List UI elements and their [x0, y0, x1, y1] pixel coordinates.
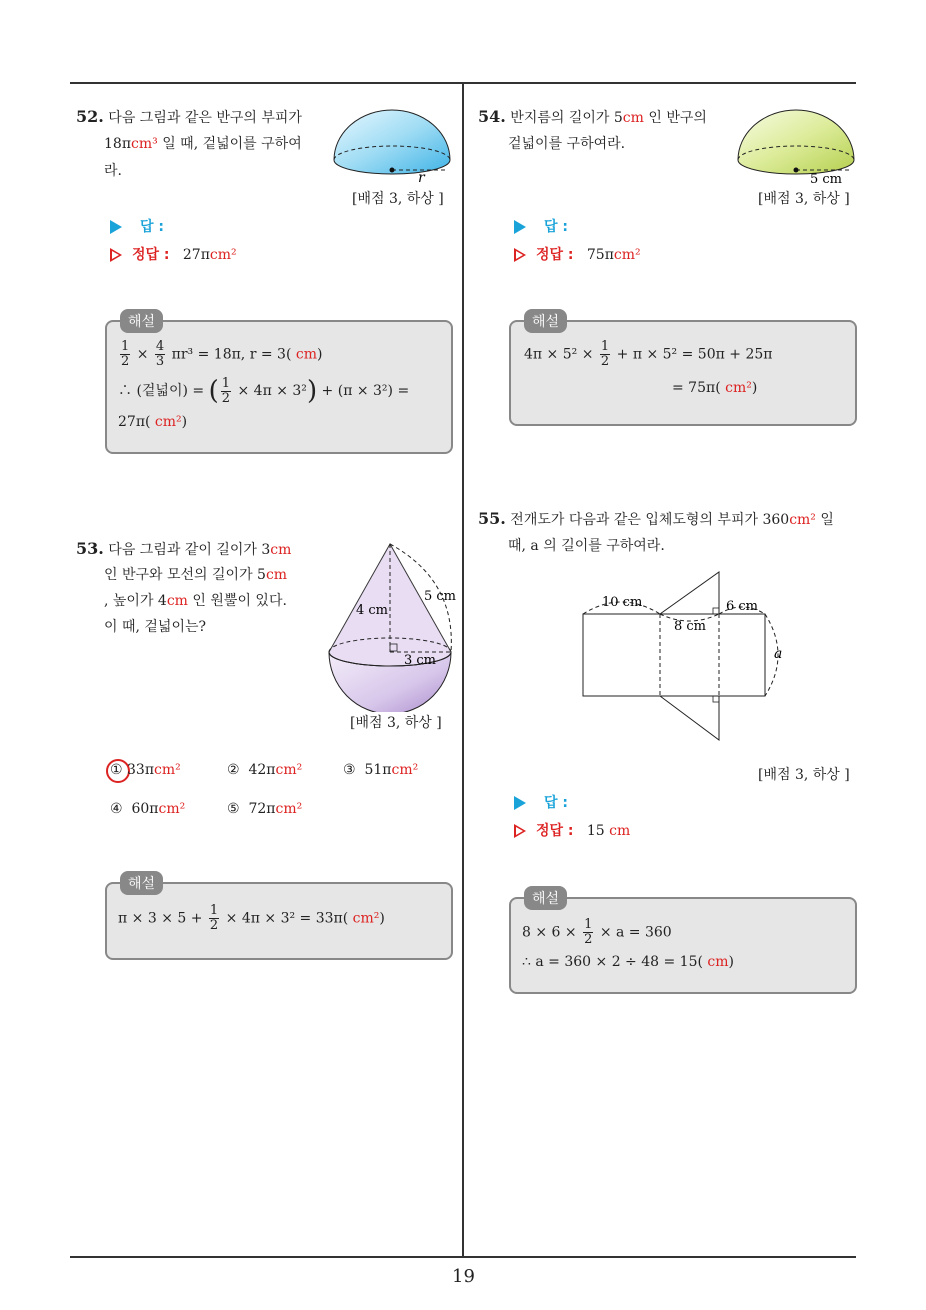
- q54-correct-row: 정답 : 75πcm²: [514, 242, 641, 268]
- q54-explanation-tag: 해설: [524, 309, 567, 333]
- q55-answer-row: 답 :: [514, 790, 568, 816]
- q54-radius-label: 5 cm: [810, 172, 843, 187]
- q54-text-line-1: 54. 반지름의 길이가 5cm 인 반구의: [478, 107, 707, 126]
- q52-exp-line-3: 27π( cm²): [118, 414, 188, 430]
- q54-answer-row: 답 :: [514, 214, 568, 240]
- q55-length-6-label: 6 cm: [726, 599, 759, 614]
- q52-answer-row: 답 :: [110, 214, 164, 240]
- answer-arrow-icon: [110, 220, 122, 234]
- q53-text-line-3: , 높이가 4cm 인 원뿔이 있다.: [104, 593, 287, 609]
- bottom-rule: [70, 1256, 856, 1258]
- q55-meta: [배점 3, 하상 ]: [758, 767, 850, 783]
- q53-text-line-1: 53. 다음 그림과 같이 길이가 3cm: [76, 539, 292, 558]
- correct-arrow-icon: [514, 824, 526, 838]
- q55-exp-line-1: 8 × 6 × $\frac{1}{2}$ × a = 360: [522, 917, 672, 947]
- answer-arrow-icon: [514, 220, 526, 234]
- q54-meta: [배점 3, 하상 ]: [758, 191, 850, 207]
- q54-exp-line-2: = 75π( cm²): [672, 380, 758, 396]
- q52-number: 52.: [76, 107, 104, 126]
- q55-a-label: a: [774, 646, 783, 662]
- q53-option-4[interactable]: ④ 60πcm²: [110, 801, 186, 817]
- q55-explanation-tag: 해설: [524, 886, 567, 910]
- q55-net-figure: [576, 566, 796, 746]
- q55-exp-line-2: ∴ a = 360 × 2 ÷ 48 = 15( cm): [522, 954, 734, 970]
- q55-text-line-1: 55. 전개도가 다음과 같은 입체도형의 부피가 360cm² 일: [478, 509, 834, 528]
- q53-number: 53.: [76, 539, 104, 558]
- q53-meta: [배점 3, 하상 ]: [350, 715, 442, 731]
- q53-exp-line-1: π × 3 × 5 + $\frac{1}{2}$ × 4π × 3² = 33π( cm²): [118, 903, 385, 933]
- q52-radius-label: r: [418, 170, 425, 186]
- page-number: 19: [452, 1266, 475, 1287]
- q52-meta: [배점 3, 하상 ]: [352, 191, 444, 207]
- q55-number: 55.: [478, 509, 506, 528]
- q52-text-line-1: 52. 다음 그림과 같은 반구의 부피가: [76, 107, 302, 126]
- q55-length-8-label: 8 cm: [674, 619, 707, 634]
- q53-option-2[interactable]: ② 42πcm²: [227, 762, 303, 778]
- q54-text-line-2: 겉넓이를 구하여라.: [508, 136, 626, 152]
- q53-explanation-tag: 해설: [120, 871, 163, 895]
- q55-correct-row: 정답 : 15 cm: [514, 818, 630, 844]
- q54-hemisphere-figure: [734, 106, 858, 188]
- q53-text-line-2: 인 반구와 모선의 길이가 5cm: [104, 567, 288, 583]
- q53-option-1[interactable]: ① 33πcm²: [110, 762, 181, 778]
- correct-arrow-icon: [514, 248, 526, 262]
- answer-arrow-icon: [514, 796, 526, 810]
- q52-explanation-tag: 해설: [120, 309, 163, 333]
- q53-radius-label: 3 cm: [404, 653, 437, 668]
- q54-explanation-box: [509, 320, 857, 426]
- q52-exp-line-1: $\frac{1}{2}$ × $\frac{4}{3}$ πr³ = 18π, r = 3( cm): [121, 339, 323, 369]
- q52-exp-line-2: ∴ (겉넓이) = ( $\frac{1}{2}$ × 4π × 3²) + (π × 3²) =: [118, 375, 410, 406]
- q54-number: 54.: [478, 107, 506, 126]
- correct-arrow-icon: [110, 248, 122, 262]
- q53-slant-label: 5 cm: [424, 589, 456, 604]
- column-divider: [462, 83, 464, 1257]
- q53-height-label: 4 cm: [356, 603, 389, 618]
- q52-correct-row: 정답 : 27πcm²: [110, 242, 237, 268]
- q52-text-line-3: 라.: [104, 163, 122, 179]
- q53-option-5[interactable]: ⑤ 72πcm²: [227, 801, 303, 817]
- q55-length-10-label: 10 cm: [602, 595, 643, 610]
- q52-hemisphere-figure: [330, 106, 454, 188]
- q55-text-line-2: 때, a 의 길이를 구하여라.: [508, 538, 665, 554]
- q52-text-line-2: 18πcm³ 일 때, 겉넓이를 구하여: [104, 136, 302, 152]
- q54-exp-line-1: 4π × 5² × $\frac{1}{2}$ + π × 5² = 50π + 25π: [524, 339, 773, 369]
- q53-text-line-4: 이 때, 겉넓이는?: [104, 619, 207, 635]
- q53-option-3[interactable]: ③ 51πcm²: [343, 762, 419, 778]
- q53-cone-hemisphere-figure: [326, 540, 456, 712]
